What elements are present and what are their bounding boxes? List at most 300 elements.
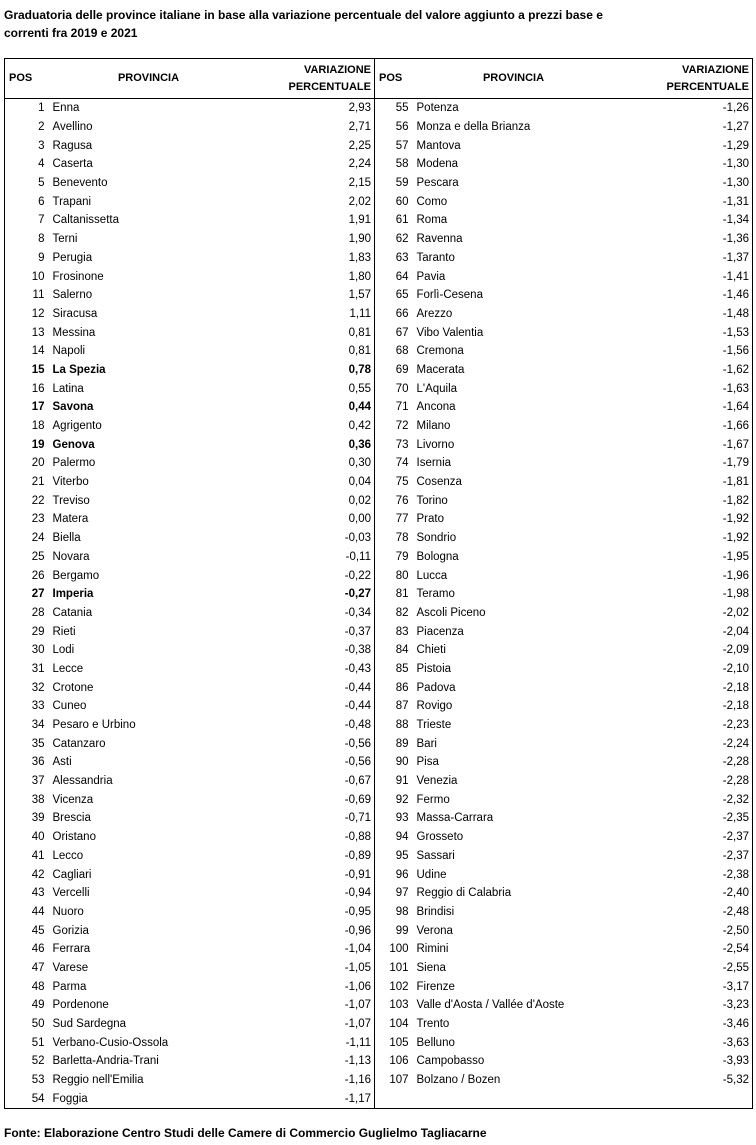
cell-pos: 48 bbox=[5, 977, 49, 996]
cell-provincia: Trapani bbox=[52, 195, 92, 208]
cell-variazione: -2,18 bbox=[611, 697, 753, 716]
cell-pos: 54 bbox=[5, 1089, 49, 1108]
table-row bbox=[5, 678, 753, 697]
cell-pos: 4 bbox=[5, 155, 49, 174]
cell-provincia: Rieti bbox=[52, 625, 76, 638]
table-row bbox=[5, 622, 753, 641]
cell-variazione: -1,07 bbox=[344, 999, 371, 1012]
cell-provincia: Modena bbox=[416, 158, 459, 171]
cell-variazione: -1,64 bbox=[611, 398, 753, 417]
cell-pos: 42 bbox=[5, 865, 49, 884]
cell-pos: 102 bbox=[375, 977, 413, 996]
cell-pos: 56 bbox=[375, 118, 413, 137]
cell-pos: 30 bbox=[5, 641, 49, 660]
cell-pos: 104 bbox=[375, 1015, 413, 1034]
cell-provincia: Ancona bbox=[416, 401, 456, 414]
table-row bbox=[5, 155, 753, 174]
cell-provincia: Savona bbox=[52, 401, 94, 414]
cell-provincia: Forlì-Cesena bbox=[416, 289, 483, 302]
table-row bbox=[5, 604, 753, 623]
cell-provincia: Ravenna bbox=[416, 233, 463, 246]
cell-pos: 105 bbox=[375, 1033, 413, 1052]
cell-pos: 34 bbox=[5, 716, 49, 735]
cell-provincia: Reggio di Calabria bbox=[416, 887, 512, 900]
cell-provincia: Palermo bbox=[52, 457, 96, 470]
cell-variazione: -0,43 bbox=[344, 662, 371, 675]
cell-variazione: -1,05 bbox=[344, 961, 371, 974]
cell-variazione: -2,02 bbox=[611, 604, 753, 623]
cell-provincia: Piacenza bbox=[416, 625, 464, 638]
table-row bbox=[5, 454, 753, 473]
cell-variazione: -1,29 bbox=[611, 136, 753, 155]
cell-variazione bbox=[611, 1089, 753, 1108]
cell-variazione: -0,37 bbox=[344, 625, 371, 638]
cell-variazione: -1,62 bbox=[611, 361, 753, 380]
cell-provincia: Enna bbox=[52, 102, 80, 115]
cell-provincia: Prato bbox=[416, 513, 444, 526]
cell-provincia: Lodi bbox=[52, 644, 75, 657]
cell-provincia: Brindisi bbox=[416, 905, 455, 918]
cell-variazione: -2,37 bbox=[611, 847, 753, 866]
cell-provincia: Vibo Valentia bbox=[416, 326, 484, 339]
cell-variazione: 2,02 bbox=[348, 195, 371, 208]
cell-pos: 5 bbox=[5, 174, 49, 193]
cell-pos: 38 bbox=[5, 790, 49, 809]
cell-provincia: Macerata bbox=[416, 363, 465, 376]
cell-pos: 72 bbox=[375, 417, 413, 436]
table-row bbox=[5, 510, 753, 529]
cell-variazione: -1,92 bbox=[611, 510, 753, 529]
cell-provincia: Foggia bbox=[49, 1089, 245, 1108]
cell-pos: 18 bbox=[5, 417, 49, 436]
header-variazione-line-2: PERCENTUALE bbox=[288, 80, 371, 93]
cell-pos: 26 bbox=[5, 566, 49, 585]
cell-pos: 14 bbox=[5, 342, 49, 361]
cell-variazione: 1,57 bbox=[348, 289, 371, 302]
table-row bbox=[5, 585, 753, 604]
cell-pos: 25 bbox=[5, 548, 49, 567]
cell-variazione: 0,81 bbox=[348, 326, 371, 339]
cell-pos: 63 bbox=[375, 249, 413, 268]
cell-variazione: -0,88 bbox=[344, 831, 371, 844]
cell-variazione: -1,30 bbox=[611, 174, 753, 193]
cell-provincia: Cosenza bbox=[416, 476, 462, 489]
cell-variazione: -0,44 bbox=[344, 681, 371, 694]
cell-variazione: -1,04 bbox=[344, 943, 371, 956]
cell-variazione: -2,54 bbox=[611, 940, 753, 959]
cell-pos: 92 bbox=[375, 790, 413, 809]
cell-variazione: -1,06 bbox=[344, 980, 371, 993]
table-row bbox=[5, 473, 753, 492]
cell-pos: 81 bbox=[375, 585, 413, 604]
cell-variazione: -1,26 bbox=[611, 99, 753, 118]
cell-variazione: -1,98 bbox=[611, 585, 753, 604]
header-provincia: PROVINCIA bbox=[49, 59, 245, 99]
cell-provincia: Roma bbox=[416, 214, 448, 227]
cell-pos: 19 bbox=[5, 435, 49, 454]
cell-pos: 62 bbox=[375, 230, 413, 249]
cell-variazione: -2,32 bbox=[611, 790, 753, 809]
cell-variazione: 0,36 bbox=[348, 438, 371, 451]
cell-pos: 67 bbox=[375, 323, 413, 342]
cell-provincia: Caltanissetta bbox=[52, 214, 119, 227]
table-row bbox=[5, 734, 753, 753]
cell-variazione: -1,46 bbox=[611, 286, 753, 305]
header-provincia-right: PROVINCIA bbox=[413, 59, 611, 99]
cell-provincia: Varese bbox=[52, 961, 89, 974]
cell-variazione: -0,91 bbox=[344, 868, 371, 881]
header-variazione bbox=[245, 59, 375, 99]
cell-provincia: Mantova bbox=[416, 139, 461, 152]
cell-provincia: Valle d'Aosta / Vallée d'Aoste bbox=[416, 999, 565, 1012]
cell-variazione: -1,27 bbox=[611, 118, 753, 137]
cell-provincia: Vercelli bbox=[52, 887, 90, 900]
header-pos-right: POS bbox=[375, 59, 413, 99]
cell-pos: 65 bbox=[375, 286, 413, 305]
cell-provincia: Treviso bbox=[52, 494, 90, 507]
cell-pos: 58 bbox=[375, 155, 413, 174]
cell-variazione: -0,38 bbox=[344, 644, 371, 657]
cell-variazione: -1,66 bbox=[611, 417, 753, 436]
cell-pos: 52 bbox=[5, 1052, 49, 1071]
cell-variazione: 2,71 bbox=[348, 121, 371, 134]
cell-variazione: -0,22 bbox=[344, 569, 371, 582]
cell-provincia: Nuoro bbox=[52, 905, 84, 918]
title-line-2: correnti fra 2019 e 2021 bbox=[4, 26, 138, 40]
cell-provincia: Avellino bbox=[52, 121, 93, 134]
cell-pos: 83 bbox=[375, 622, 413, 641]
table-row bbox=[5, 753, 753, 772]
cell-pos: 79 bbox=[375, 548, 413, 567]
table-row bbox=[5, 790, 753, 809]
table-row bbox=[5, 249, 753, 268]
table-row bbox=[5, 1089, 753, 1108]
cell-pos: 51 bbox=[5, 1033, 49, 1052]
cell-provincia: Salerno bbox=[52, 289, 93, 302]
table-row bbox=[5, 641, 753, 660]
cell-provincia: Pistoia bbox=[416, 662, 452, 675]
cell-variazione: -1,13 bbox=[344, 1055, 371, 1068]
cell-pos: 87 bbox=[375, 697, 413, 716]
cell-pos: 97 bbox=[375, 884, 413, 903]
table-row bbox=[5, 305, 753, 324]
cell-variazione: -2,37 bbox=[611, 828, 753, 847]
cell-provincia: Siracusa bbox=[52, 307, 98, 320]
cell-pos: 47 bbox=[5, 959, 49, 978]
cell-pos: 15 bbox=[5, 361, 49, 380]
cell-provincia: Potenza bbox=[416, 102, 459, 115]
cell-provincia: Genova bbox=[52, 438, 95, 451]
cell-pos: 70 bbox=[375, 379, 413, 398]
table-row bbox=[5, 342, 753, 361]
cell-provincia: Napoli bbox=[52, 345, 86, 358]
cell-pos: 28 bbox=[5, 604, 49, 623]
cell-variazione: -1,36 bbox=[611, 230, 753, 249]
cell-pos: 84 bbox=[375, 641, 413, 660]
cell-variazione: -3,93 bbox=[611, 1052, 753, 1071]
table-row bbox=[5, 398, 753, 417]
table-row bbox=[5, 136, 753, 155]
cell-variazione: -0,89 bbox=[344, 849, 371, 862]
cell-provincia: Pescara bbox=[416, 177, 459, 190]
table-row bbox=[5, 99, 753, 118]
cell-provincia: Isernia bbox=[416, 457, 452, 470]
cell-variazione: 0,42 bbox=[348, 420, 371, 433]
cell-pos: 94 bbox=[375, 828, 413, 847]
cell-provincia: Taranto bbox=[416, 251, 455, 264]
cell-provincia: Padova bbox=[416, 681, 456, 694]
page-title bbox=[4, 6, 756, 42]
cell-pos: 53 bbox=[5, 1071, 49, 1090]
cell-provincia: Catanzaro bbox=[52, 737, 106, 750]
cell-variazione: 1,91 bbox=[348, 214, 371, 227]
table-row bbox=[5, 491, 753, 510]
table-row bbox=[5, 118, 753, 137]
cell-provincia: Caserta bbox=[52, 158, 93, 171]
table-row bbox=[5, 286, 753, 305]
cell-pos: 49 bbox=[5, 996, 49, 1015]
cell-pos: 60 bbox=[375, 192, 413, 211]
cell-pos: 89 bbox=[375, 734, 413, 753]
cell-pos: 27 bbox=[5, 585, 49, 604]
cell-variazione: -1,81 bbox=[611, 473, 753, 492]
cell-provincia: Novara bbox=[52, 550, 90, 563]
cell-pos: 59 bbox=[375, 174, 413, 193]
cell-pos: 23 bbox=[5, 510, 49, 529]
cell-variazione: -1,96 bbox=[611, 566, 753, 585]
cell-pos: 93 bbox=[375, 809, 413, 828]
cell-variazione: -0,48 bbox=[344, 719, 371, 732]
cell-variazione: -1,82 bbox=[611, 491, 753, 510]
table-row bbox=[5, 435, 753, 454]
cell-provincia: Sassari bbox=[416, 849, 455, 862]
cell-pos: 37 bbox=[5, 772, 49, 791]
cell-pos: 9 bbox=[5, 249, 49, 268]
cell-variazione: -1,37 bbox=[611, 249, 753, 268]
cell-provincia: Crotone bbox=[52, 681, 94, 694]
table-row bbox=[5, 1015, 753, 1034]
cell-pos: 78 bbox=[375, 529, 413, 548]
cell-provincia: Grosseto bbox=[416, 831, 464, 844]
cell-pos: 22 bbox=[5, 491, 49, 510]
cell-provincia: Alessandria bbox=[52, 775, 113, 788]
cell-variazione: 0,02 bbox=[348, 494, 371, 507]
cell-provincia: Bergamo bbox=[52, 569, 100, 582]
cell-provincia: Ragusa bbox=[52, 139, 93, 152]
cell-provincia: Cuneo bbox=[52, 700, 87, 713]
cell-provincia: Agrigento bbox=[52, 420, 102, 433]
table-row bbox=[5, 884, 753, 903]
cell-provincia: Imperia bbox=[52, 588, 94, 601]
cell-provincia: Pavia bbox=[416, 270, 446, 283]
cell-variazione: 1,90 bbox=[348, 233, 371, 246]
cell-variazione: -2,38 bbox=[611, 865, 753, 884]
cell-provincia: Pisa bbox=[416, 756, 439, 769]
cell-pos: 39 bbox=[5, 809, 49, 828]
cell-provincia: Verona bbox=[416, 924, 453, 937]
cell-pos: 71 bbox=[375, 398, 413, 417]
cell-provincia: Latina bbox=[52, 382, 84, 395]
cell-variazione: -1,31 bbox=[611, 192, 753, 211]
cell-provincia: L'Aquila bbox=[416, 382, 458, 395]
table-row bbox=[5, 548, 753, 567]
cell-variazione: 2,24 bbox=[348, 158, 371, 171]
cell-pos: 73 bbox=[375, 435, 413, 454]
cell-provincia: Massa-Carrara bbox=[416, 812, 494, 825]
cell-provincia: Como bbox=[416, 195, 448, 208]
cell-provincia: Fermo bbox=[416, 793, 450, 806]
cell-variazione: -2,50 bbox=[611, 921, 753, 940]
cell-variazione: 0,81 bbox=[348, 345, 371, 358]
cell-pos: 66 bbox=[375, 305, 413, 324]
cell-variazione: -3,63 bbox=[611, 1033, 753, 1052]
cell-variazione: -1,07 bbox=[344, 1018, 371, 1031]
cell-provincia: Pesaro e Urbino bbox=[52, 719, 136, 732]
cell-variazione: 2,93 bbox=[348, 102, 371, 115]
cell-provincia: Lucca bbox=[416, 569, 448, 582]
cell-provincia: Messina bbox=[52, 326, 96, 339]
cell-variazione: -2,10 bbox=[611, 660, 753, 679]
cell-variazione: -1,79 bbox=[611, 454, 753, 473]
cell-pos: 45 bbox=[5, 921, 49, 940]
cell-pos: 86 bbox=[375, 678, 413, 697]
cell-provincia: Reggio nell'Emilia bbox=[52, 1074, 144, 1087]
cell-variazione: -3,17 bbox=[611, 977, 753, 996]
cell-provincia: Sud Sardegna bbox=[52, 1018, 127, 1031]
cell-pos: 75 bbox=[375, 473, 413, 492]
table-row bbox=[5, 379, 753, 398]
cell-variazione: -0,69 bbox=[344, 793, 371, 806]
cell-pos: 85 bbox=[375, 660, 413, 679]
cell-pos: 3 bbox=[5, 136, 49, 155]
cell-pos: 41 bbox=[5, 847, 49, 866]
cell-variazione: -0,56 bbox=[344, 756, 371, 769]
cell-variazione: -1,34 bbox=[611, 211, 753, 230]
cell-pos: 99 bbox=[375, 921, 413, 940]
cell-pos: 106 bbox=[375, 1052, 413, 1071]
header-variazione-line-1: VARIAZIONE bbox=[303, 63, 371, 76]
cell-provincia: Bologna bbox=[416, 550, 459, 563]
cell-pos: 8 bbox=[5, 230, 49, 249]
cell-pos bbox=[375, 1089, 413, 1108]
cell-pos: 76 bbox=[375, 491, 413, 510]
table-row bbox=[5, 361, 753, 380]
table-row bbox=[5, 977, 753, 996]
cell-pos: 95 bbox=[375, 847, 413, 866]
cell-provincia: Venezia bbox=[416, 775, 458, 788]
cell-pos: 98 bbox=[375, 903, 413, 922]
cell-variazione: -2,04 bbox=[611, 622, 753, 641]
cell-provincia: Livorno bbox=[416, 438, 455, 451]
cell-variazione: -1,41 bbox=[611, 267, 753, 286]
table-row bbox=[5, 1052, 753, 1071]
cell-provincia: Terni bbox=[52, 233, 78, 246]
table-row bbox=[5, 566, 753, 585]
cell-provincia: Asti bbox=[52, 756, 72, 769]
cell-provincia: Rovigo bbox=[416, 700, 453, 713]
cell-pos: 40 bbox=[5, 828, 49, 847]
cell-pos: 88 bbox=[375, 716, 413, 735]
cell-variazione: -0,94 bbox=[344, 887, 371, 900]
cell-provincia: Gorizia bbox=[52, 924, 89, 937]
cell-variazione: -2,40 bbox=[611, 884, 753, 903]
cell-pos: 68 bbox=[375, 342, 413, 361]
cell-pos: 29 bbox=[5, 622, 49, 641]
table-row bbox=[5, 660, 753, 679]
cell-pos: 13 bbox=[5, 323, 49, 342]
cell-pos: 21 bbox=[5, 473, 49, 492]
cell-pos: 1 bbox=[5, 99, 49, 118]
cell-provincia: Barletta-Andria-Trani bbox=[52, 1055, 159, 1068]
cell-provincia: Oristano bbox=[52, 831, 96, 844]
table-row bbox=[5, 996, 753, 1015]
cell-pos: 74 bbox=[375, 454, 413, 473]
cell-variazione: -2,09 bbox=[611, 641, 753, 660]
table-row bbox=[5, 809, 753, 828]
cell-pos: 57 bbox=[375, 136, 413, 155]
cell-variazione: 1,83 bbox=[348, 251, 371, 264]
cell-variazione: -2,28 bbox=[611, 753, 753, 772]
cell-provincia: Vicenza bbox=[52, 793, 94, 806]
cell-provincia: Perugia bbox=[52, 251, 93, 264]
cell-provincia: Ferrara bbox=[52, 943, 91, 956]
cell-variazione: -2,55 bbox=[611, 959, 753, 978]
cell-pos: 77 bbox=[375, 510, 413, 529]
cell-pos: 43 bbox=[5, 884, 49, 903]
header-pos: POS bbox=[5, 59, 49, 99]
source-note: Fonte: Elaborazione Centro Studi delle Camere di Commercio Guglielmo Tagliacarne bbox=[4, 1126, 487, 1140]
cell-provincia: Arezzo bbox=[416, 307, 453, 320]
cell-provincia: Biella bbox=[52, 532, 81, 545]
table-row bbox=[5, 865, 753, 884]
table-row bbox=[5, 1033, 753, 1052]
cell-provincia: Ascoli Piceno bbox=[416, 606, 486, 619]
cell-pos: 36 bbox=[5, 753, 49, 772]
cell-provincia: Benevento bbox=[52, 177, 108, 190]
cell-pos: 17 bbox=[5, 398, 49, 417]
cell-pos: 96 bbox=[375, 865, 413, 884]
cell-provincia: Rimini bbox=[416, 943, 449, 956]
table-row bbox=[5, 847, 753, 866]
cell-variazione: -1,11 bbox=[345, 1036, 371, 1049]
cell-variazione: 2,25 bbox=[348, 139, 371, 152]
cell-variazione: -0,44 bbox=[344, 700, 371, 713]
cell-variazione: 0,44 bbox=[348, 401, 371, 414]
table-row bbox=[5, 417, 753, 436]
cell-variazione: 1,11 bbox=[349, 307, 371, 320]
cell-variazione: -1,53 bbox=[611, 323, 753, 342]
cell-pos: 69 bbox=[375, 361, 413, 380]
cell-variazione: -0,03 bbox=[344, 532, 371, 545]
header-variazione-right-line-2: PERCENTUALE bbox=[666, 80, 749, 93]
cell-variazione: 0,78 bbox=[348, 363, 371, 376]
cell-provincia: Parma bbox=[52, 980, 87, 993]
cell-pos: 11 bbox=[5, 286, 49, 305]
cell-variazione: -1,92 bbox=[611, 529, 753, 548]
table-row bbox=[5, 697, 753, 716]
table-row bbox=[5, 174, 753, 193]
table-row bbox=[5, 211, 753, 230]
cell-provincia: Monza e della Brianza bbox=[416, 121, 531, 134]
cell-variazione: -0,34 bbox=[344, 606, 371, 619]
cell-provincia: Torino bbox=[416, 494, 448, 507]
cell-pos: 90 bbox=[375, 753, 413, 772]
cell-pos: 64 bbox=[375, 267, 413, 286]
cell-pos: 44 bbox=[5, 903, 49, 922]
table-row bbox=[5, 921, 753, 940]
cell-pos: 100 bbox=[375, 940, 413, 959]
cell-variazione: -0,96 bbox=[344, 924, 371, 937]
